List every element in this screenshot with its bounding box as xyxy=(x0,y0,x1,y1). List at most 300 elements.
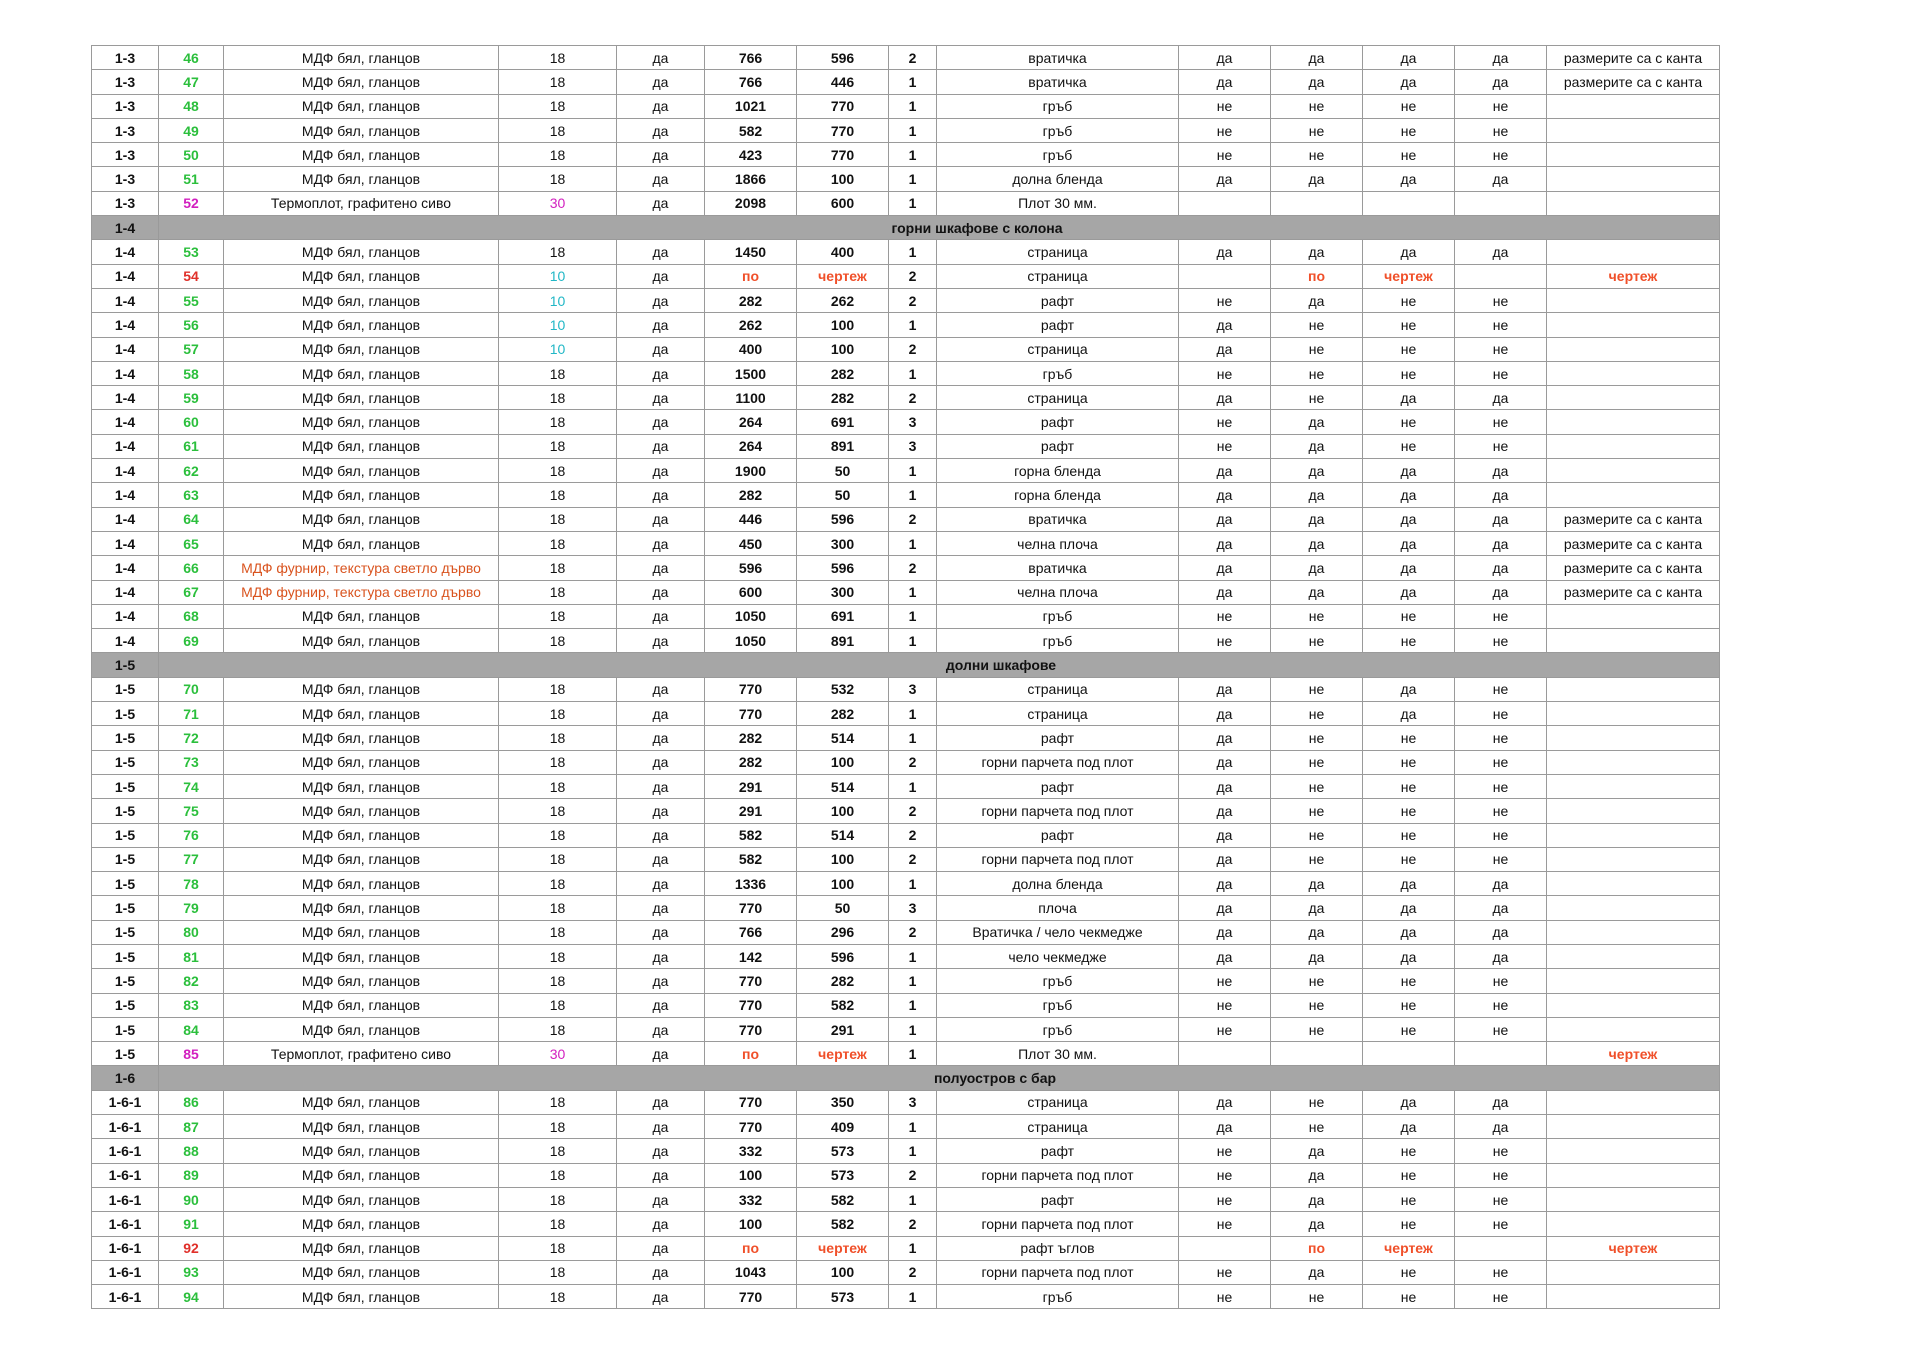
edge-1-cell: да xyxy=(1179,46,1271,70)
edge-1-cell: не xyxy=(1179,993,1271,1017)
flag-cell: да xyxy=(617,750,705,774)
edge-3-cell: не xyxy=(1363,1260,1455,1284)
note-cell: размерите са с канта xyxy=(1547,70,1720,94)
section-code-cell: 1-4 xyxy=(92,459,159,483)
edge-3-cell: да xyxy=(1363,580,1455,604)
edge-3-cell: не xyxy=(1363,799,1455,823)
width-cell: 596 xyxy=(797,556,889,580)
width-cell: 770 xyxy=(797,94,889,118)
width-cell: 282 xyxy=(797,969,889,993)
quantity-cell: 1 xyxy=(889,1285,937,1309)
part-name-cell: гръб xyxy=(937,993,1179,1017)
length-cell: 770 xyxy=(705,702,797,726)
table-row xyxy=(92,677,1720,701)
section-code-cell: 1-3 xyxy=(92,46,159,70)
length-cell: 291 xyxy=(705,774,797,798)
edge-1-cell: да xyxy=(1179,677,1271,701)
note-cell xyxy=(1547,337,1720,361)
flag-cell: да xyxy=(617,483,705,507)
section-header-row xyxy=(92,216,1720,240)
note-cell xyxy=(1547,774,1720,798)
edge-3-cell: да xyxy=(1363,556,1455,580)
thickness-cell: 18 xyxy=(499,386,617,410)
edge-4-cell: не xyxy=(1455,1139,1547,1163)
width-cell: 514 xyxy=(797,774,889,798)
edge-3-cell: чертеж xyxy=(1363,264,1455,288)
note-cell xyxy=(1547,969,1720,993)
edge-4-cell: да xyxy=(1455,507,1547,531)
edge-1-cell: да xyxy=(1179,847,1271,871)
quantity-cell: 1 xyxy=(889,94,937,118)
table-row xyxy=(92,896,1720,920)
table-row xyxy=(92,46,1720,70)
thickness-cell: 18 xyxy=(499,143,617,167)
edge-2-cell: да xyxy=(1271,46,1363,70)
width-cell: 400 xyxy=(797,240,889,264)
item-number-cell: 81 xyxy=(159,944,224,968)
note-cell xyxy=(1547,1017,1720,1041)
table-row xyxy=(92,70,1720,94)
edge-3-cell: да xyxy=(1363,702,1455,726)
thickness-cell: 18 xyxy=(499,580,617,604)
part-name-cell: плоча xyxy=(937,896,1179,920)
note-cell xyxy=(1547,823,1720,847)
part-name-cell: страница xyxy=(937,677,1179,701)
edge-4-cell: да xyxy=(1455,580,1547,604)
table-row xyxy=(92,726,1720,750)
section-code-cell: 1-6-1 xyxy=(92,1187,159,1211)
note-cell: размерите са с канта xyxy=(1547,46,1720,70)
edge-3-cell: не xyxy=(1363,288,1455,312)
length-cell: 766 xyxy=(705,70,797,94)
edge-4-cell: не xyxy=(1455,774,1547,798)
part-name-cell: гръб xyxy=(937,969,1179,993)
width-cell: 582 xyxy=(797,993,889,1017)
quantity-cell: 1 xyxy=(889,1139,937,1163)
item-number-cell: 86 xyxy=(159,1090,224,1114)
table-row xyxy=(92,1285,1720,1309)
edge-2-cell: да xyxy=(1271,70,1363,94)
item-number-cell: 57 xyxy=(159,337,224,361)
note-cell xyxy=(1547,1285,1720,1309)
section-code-cell: 1-4 xyxy=(92,313,159,337)
quantity-cell: 1 xyxy=(889,361,937,385)
table-row xyxy=(92,920,1720,944)
edge-4-cell: да xyxy=(1455,70,1547,94)
thickness-cell: 30 xyxy=(499,191,617,215)
thickness-cell: 18 xyxy=(499,993,617,1017)
edge-1-cell: да xyxy=(1179,774,1271,798)
length-cell: 1100 xyxy=(705,386,797,410)
edge-2-cell: по xyxy=(1271,264,1363,288)
quantity-cell: 1 xyxy=(889,726,937,750)
item-number-cell: 83 xyxy=(159,993,224,1017)
length-cell: 770 xyxy=(705,1285,797,1309)
edge-4-cell: не xyxy=(1455,94,1547,118)
edge-4-cell: да xyxy=(1455,1115,1547,1139)
note-cell xyxy=(1547,872,1720,896)
section-code-cell: 1-6-1 xyxy=(92,1139,159,1163)
length-cell: 100 xyxy=(705,1163,797,1187)
thickness-cell: 18 xyxy=(499,361,617,385)
edge-2-cell: да xyxy=(1271,507,1363,531)
flag-cell: да xyxy=(617,531,705,555)
quantity-cell: 2 xyxy=(889,823,937,847)
note-cell xyxy=(1547,94,1720,118)
edge-3-cell: не xyxy=(1363,1285,1455,1309)
length-cell: 1043 xyxy=(705,1260,797,1284)
item-number-cell: 78 xyxy=(159,872,224,896)
section-header-row xyxy=(92,653,1720,677)
item-number-cell: 56 xyxy=(159,313,224,337)
note-cell xyxy=(1547,1212,1720,1236)
section-code-cell: 1-5 xyxy=(92,726,159,750)
edge-1-cell: не xyxy=(1179,1212,1271,1236)
length-cell: 582 xyxy=(705,823,797,847)
width-cell: 770 xyxy=(797,118,889,142)
note-cell: чертеж xyxy=(1547,1042,1720,1066)
edge-4-cell: не xyxy=(1455,337,1547,361)
quantity-cell: 2 xyxy=(889,1260,937,1284)
thickness-cell: 18 xyxy=(499,1163,617,1187)
quantity-cell: 2 xyxy=(889,920,937,944)
section-code-cell: 1-5 xyxy=(92,847,159,871)
flag-cell: да xyxy=(617,70,705,94)
item-number-cell: 92 xyxy=(159,1236,224,1260)
length-cell: 332 xyxy=(705,1139,797,1163)
edge-4-cell: да xyxy=(1455,167,1547,191)
section-code-cell: 1-5 xyxy=(92,823,159,847)
flag-cell: да xyxy=(617,434,705,458)
flag-cell: да xyxy=(617,94,705,118)
item-number-cell: 54 xyxy=(159,264,224,288)
part-name-cell: челна плоча xyxy=(937,580,1179,604)
edge-4-cell: да xyxy=(1455,46,1547,70)
quantity-cell: 2 xyxy=(889,288,937,312)
material-cell: МДФ бял, гланцов xyxy=(224,993,499,1017)
part-name-cell: рафт xyxy=(937,434,1179,458)
edge-3-cell: не xyxy=(1363,1163,1455,1187)
quantity-cell: 2 xyxy=(889,386,937,410)
material-cell: МДФ бял, гланцов xyxy=(224,750,499,774)
edge-2-cell: не xyxy=(1271,774,1363,798)
quantity-cell: 1 xyxy=(889,774,937,798)
edge-3-cell: да xyxy=(1363,677,1455,701)
edge-4-cell: да xyxy=(1455,531,1547,555)
width-cell: 582 xyxy=(797,1212,889,1236)
edge-1-cell: не xyxy=(1179,288,1271,312)
flag-cell: да xyxy=(617,1212,705,1236)
note-cell xyxy=(1547,288,1720,312)
edge-4-cell: не xyxy=(1455,726,1547,750)
section-code-cell: 1-3 xyxy=(92,167,159,191)
width-cell: 582 xyxy=(797,1187,889,1211)
item-number-cell: 70 xyxy=(159,677,224,701)
edge-1-cell: не xyxy=(1179,1260,1271,1284)
part-name-cell: рафт xyxy=(937,1187,1179,1211)
edge-2-cell: да xyxy=(1271,1163,1363,1187)
edge-2-cell: да xyxy=(1271,556,1363,580)
edge-4-cell: да xyxy=(1455,459,1547,483)
note-cell xyxy=(1547,143,1720,167)
edge-4-cell: не xyxy=(1455,288,1547,312)
table-row xyxy=(92,944,1720,968)
edge-1-cell: не xyxy=(1179,1163,1271,1187)
section-code-cell: 1-5 xyxy=(92,677,159,701)
edge-3-cell: не xyxy=(1363,94,1455,118)
item-number-cell: 64 xyxy=(159,507,224,531)
section-code-cell: 1-6-1 xyxy=(92,1260,159,1284)
edge-3-cell: да xyxy=(1363,46,1455,70)
thickness-cell: 18 xyxy=(499,118,617,142)
part-name-cell: гръб xyxy=(937,143,1179,167)
edge-3-cell: да xyxy=(1363,483,1455,507)
quantity-cell: 1 xyxy=(889,702,937,726)
section-code: 1-6 xyxy=(92,1066,159,1090)
thickness-cell: 18 xyxy=(499,604,617,628)
section-code-cell: 1-3 xyxy=(92,94,159,118)
width-cell: 282 xyxy=(797,386,889,410)
length-cell: 446 xyxy=(705,507,797,531)
part-name-cell: рафт xyxy=(937,313,1179,337)
flag-cell: да xyxy=(617,1017,705,1041)
flag-cell: да xyxy=(617,1187,705,1211)
edge-2-cell: не xyxy=(1271,799,1363,823)
edge-4-cell: не xyxy=(1455,1017,1547,1041)
edge-3-cell: да xyxy=(1363,240,1455,264)
item-number-cell: 62 xyxy=(159,459,224,483)
edge-4-cell: да xyxy=(1455,920,1547,944)
note-cell xyxy=(1547,1260,1720,1284)
material-cell: МДФ бял, гланцов xyxy=(224,896,499,920)
thickness-cell: 18 xyxy=(499,944,617,968)
material-cell: МДФ бял, гланцов xyxy=(224,774,499,798)
table-row xyxy=(92,1187,1720,1211)
edge-3-cell: да xyxy=(1363,872,1455,896)
part-name-cell: гръб xyxy=(937,1017,1179,1041)
thickness-cell: 18 xyxy=(499,240,617,264)
edge-1-cell xyxy=(1179,264,1271,288)
edge-1-cell xyxy=(1179,191,1271,215)
width-cell: 596 xyxy=(797,944,889,968)
quantity-cell: 1 xyxy=(889,459,937,483)
width-cell: 100 xyxy=(797,750,889,774)
edge-1-cell: да xyxy=(1179,799,1271,823)
section-code-cell: 1-5 xyxy=(92,702,159,726)
section-code-cell: 1-3 xyxy=(92,70,159,94)
note-cell xyxy=(1547,459,1720,483)
note-cell xyxy=(1547,726,1720,750)
table-row xyxy=(92,872,1720,896)
item-number-cell: 68 xyxy=(159,604,224,628)
thickness-cell: 10 xyxy=(499,288,617,312)
material-cell: МДФ бял, гланцов xyxy=(224,702,499,726)
table-row xyxy=(92,459,1720,483)
edge-2-cell: не xyxy=(1271,604,1363,628)
length-cell: 770 xyxy=(705,969,797,993)
material-cell: МДФ бял, гланцов xyxy=(224,46,499,70)
item-number-cell: 89 xyxy=(159,1163,224,1187)
table-row xyxy=(92,1042,1720,1066)
note-cell xyxy=(1547,313,1720,337)
edge-2-cell: не xyxy=(1271,118,1363,142)
thickness-cell: 30 xyxy=(499,1042,617,1066)
quantity-cell: 2 xyxy=(889,507,937,531)
quantity-cell: 1 xyxy=(889,531,937,555)
edge-2-cell: не xyxy=(1271,361,1363,385)
quantity-cell: 1 xyxy=(889,483,937,507)
material-cell: МДФ бял, гланцов xyxy=(224,434,499,458)
edge-1-cell: не xyxy=(1179,94,1271,118)
edge-3-cell: не xyxy=(1363,337,1455,361)
flag-cell: да xyxy=(617,1139,705,1163)
length-cell: 100 xyxy=(705,1212,797,1236)
item-number-cell: 80 xyxy=(159,920,224,944)
edge-1-cell: не xyxy=(1179,629,1271,653)
edge-3-cell: не xyxy=(1363,361,1455,385)
edge-1-cell xyxy=(1179,1042,1271,1066)
edge-3-cell: не xyxy=(1363,604,1455,628)
part-name-cell: горни парчета под плот xyxy=(937,847,1179,871)
quantity-cell: 1 xyxy=(889,70,937,94)
material-cell: МДФ бял, гланцов xyxy=(224,823,499,847)
edge-3-cell: да xyxy=(1363,386,1455,410)
thickness-cell: 18 xyxy=(499,410,617,434)
edge-1-cell: не xyxy=(1179,969,1271,993)
length-cell: 1900 xyxy=(705,459,797,483)
edge-4-cell xyxy=(1455,264,1547,288)
length-cell: по xyxy=(705,264,797,288)
note-cell: размерите са с канта xyxy=(1547,580,1720,604)
edge-1-cell: да xyxy=(1179,167,1271,191)
length-cell: 282 xyxy=(705,750,797,774)
edge-1-cell: да xyxy=(1179,531,1271,555)
length-cell: 770 xyxy=(705,896,797,920)
item-number-cell: 46 xyxy=(159,46,224,70)
edge-2-cell: да xyxy=(1271,483,1363,507)
table-row xyxy=(92,556,1720,580)
quantity-cell: 1 xyxy=(889,143,937,167)
section-code-cell: 1-4 xyxy=(92,531,159,555)
section-code-cell: 1-6-1 xyxy=(92,1163,159,1187)
quantity-cell: 3 xyxy=(889,1090,937,1114)
section-code-cell: 1-3 xyxy=(92,118,159,142)
flag-cell: да xyxy=(617,847,705,871)
part-name-cell: гръб xyxy=(937,361,1179,385)
note-cell xyxy=(1547,191,1720,215)
edge-3-cell: не xyxy=(1363,1017,1455,1041)
edge-3-cell: да xyxy=(1363,1115,1455,1139)
part-name-cell: горни парчета под плот xyxy=(937,1163,1179,1187)
edge-1-cell: да xyxy=(1179,750,1271,774)
edge-4-cell xyxy=(1455,1042,1547,1066)
thickness-cell: 18 xyxy=(499,70,617,94)
quantity-cell: 1 xyxy=(889,629,937,653)
width-cell: 573 xyxy=(797,1139,889,1163)
section-code-cell: 1-6-1 xyxy=(92,1115,159,1139)
section-code-cell: 1-5 xyxy=(92,993,159,1017)
edge-3-cell: не xyxy=(1363,847,1455,871)
edge-2-cell: не xyxy=(1271,847,1363,871)
section-code-cell: 1-4 xyxy=(92,604,159,628)
table-row xyxy=(92,702,1720,726)
table-row xyxy=(92,313,1720,337)
flag-cell: да xyxy=(617,702,705,726)
quantity-cell: 2 xyxy=(889,1163,937,1187)
width-cell: 891 xyxy=(797,629,889,653)
section-code-cell: 1-4 xyxy=(92,264,159,288)
note-cell xyxy=(1547,677,1720,701)
width-cell: 282 xyxy=(797,361,889,385)
length-cell: 1450 xyxy=(705,240,797,264)
table-row xyxy=(92,288,1720,312)
part-name-cell: горни парчета под плот xyxy=(937,1260,1179,1284)
edge-1-cell: да xyxy=(1179,507,1271,531)
edge-1-cell: да xyxy=(1179,313,1271,337)
length-cell: 264 xyxy=(705,410,797,434)
item-number-cell: 63 xyxy=(159,483,224,507)
length-cell: 2098 xyxy=(705,191,797,215)
thickness-cell: 18 xyxy=(499,823,617,847)
length-cell: 282 xyxy=(705,726,797,750)
flag-cell: да xyxy=(617,264,705,288)
item-number-cell: 53 xyxy=(159,240,224,264)
part-name-cell: страница xyxy=(937,1090,1179,1114)
section-code-cell: 1-6-1 xyxy=(92,1236,159,1260)
part-name-cell: чело чекмедже xyxy=(937,944,1179,968)
flag-cell: да xyxy=(617,337,705,361)
section-code-cell: 1-4 xyxy=(92,556,159,580)
part-name-cell: горни парчета под плот xyxy=(937,750,1179,774)
material-cell: МДФ фурнир, текстура светло дърво xyxy=(224,580,499,604)
thickness-cell: 18 xyxy=(499,434,617,458)
thickness-cell: 18 xyxy=(499,46,617,70)
quantity-cell: 1 xyxy=(889,191,937,215)
thickness-cell: 18 xyxy=(499,531,617,555)
table-row xyxy=(92,167,1720,191)
note-cell xyxy=(1547,240,1720,264)
thickness-cell: 18 xyxy=(499,774,617,798)
edge-3-cell: не xyxy=(1363,1139,1455,1163)
material-cell: МДФ бял, гланцов xyxy=(224,118,499,142)
width-cell: 300 xyxy=(797,580,889,604)
edge-3-cell: не xyxy=(1363,774,1455,798)
edge-2-cell: не xyxy=(1271,386,1363,410)
item-number-cell: 58 xyxy=(159,361,224,385)
edge-2-cell: не xyxy=(1271,143,1363,167)
length-cell: 1050 xyxy=(705,629,797,653)
section-code-cell: 1-4 xyxy=(92,386,159,410)
part-name-cell: гръб xyxy=(937,604,1179,628)
section-code-cell: 1-5 xyxy=(92,750,159,774)
flag-cell: да xyxy=(617,774,705,798)
thickness-cell: 18 xyxy=(499,507,617,531)
section-title: долни шкафове xyxy=(159,653,1720,677)
edge-3-cell: да xyxy=(1363,167,1455,191)
material-cell: МДФ бял, гланцов xyxy=(224,1115,499,1139)
part-name-cell: челна плоча xyxy=(937,531,1179,555)
item-number-cell: 76 xyxy=(159,823,224,847)
edge-2-cell: не xyxy=(1271,969,1363,993)
edge-4-cell: да xyxy=(1455,944,1547,968)
width-cell: 770 xyxy=(797,143,889,167)
length-cell: 1336 xyxy=(705,872,797,896)
note-cell xyxy=(1547,1090,1720,1114)
edge-3-cell: не xyxy=(1363,823,1455,847)
quantity-cell: 2 xyxy=(889,847,937,871)
edge-3-cell: не xyxy=(1363,1212,1455,1236)
edge-3-cell: да xyxy=(1363,70,1455,94)
